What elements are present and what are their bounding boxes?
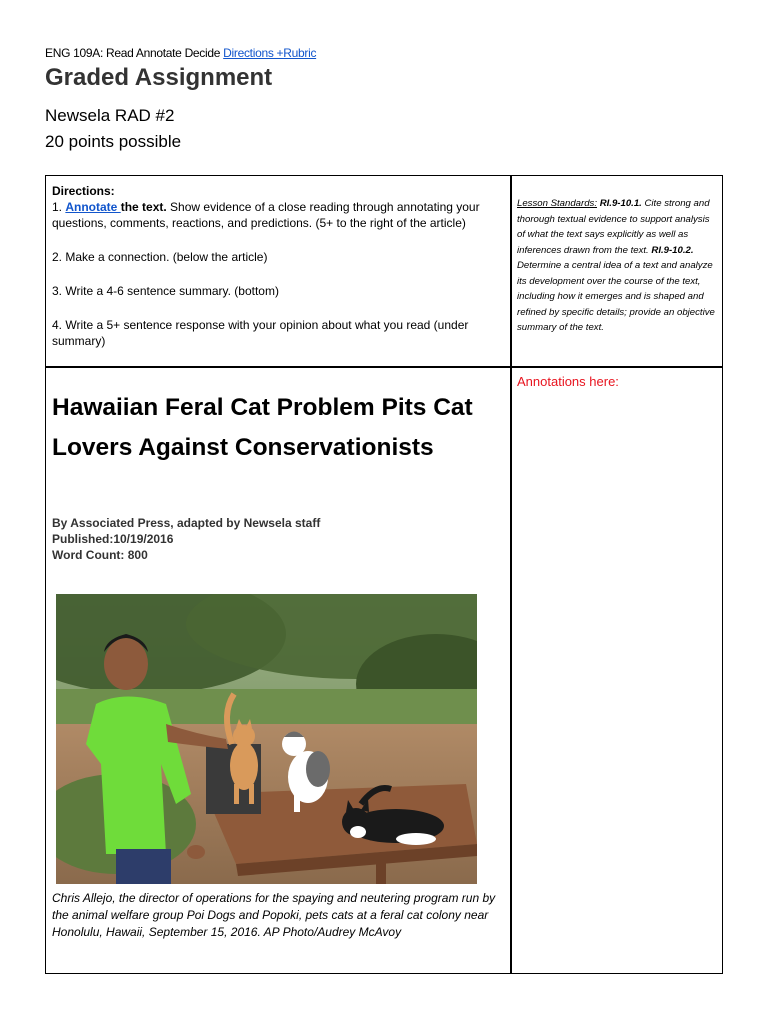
direction-step-4: 4. Write a 5+ sentence response with your opinion about what you read (under summary) xyxy=(52,318,469,348)
page-title: Graded Assignment xyxy=(45,64,273,91)
course-line xyxy=(45,46,316,60)
points-possible: 20 points possible xyxy=(45,132,182,151)
annotations-label[interactable]: Annotations here: xyxy=(517,374,619,389)
step-1-text: Show evidence of a close reading through annotating your questions, comments, reactions, and predictions. (5+ to the right of the article) xyxy=(52,200,480,230)
standard-text-1: Cite strong and thorough textual evidence to support analysis of what the text says explicitly as well as inferences drawn from the text. xyxy=(517,198,710,256)
step-1-bold: the text. xyxy=(120,200,167,214)
column-divider xyxy=(510,176,512,973)
assignment-name: Newsela RAD #2 xyxy=(45,106,175,125)
annotate-link[interactable]: Annotate xyxy=(65,200,121,214)
directions-heading: Directions: xyxy=(52,184,115,198)
course-name: ENG 109A: Read Annotate Decide xyxy=(45,46,221,60)
feral-cats-photo xyxy=(56,594,477,884)
article-photo xyxy=(56,594,477,884)
article-meta xyxy=(52,515,320,563)
published-date: Published:10/19/2016 xyxy=(52,532,174,546)
direction-step-3: 3. Write a 4-6 sentence summary. (bottom) xyxy=(52,284,279,298)
standard-code-2: RI.9-10.2. xyxy=(651,244,694,256)
standards-label: Lesson Standards: xyxy=(517,198,598,209)
photo-caption: Chris Allejo, the director of operations for the spaying and neutering program run by the animal welfare group Poi Dogs and Popoki, pets cats at a feral cat colony near Honolulu, Hawaii, September 15, 2016. AP Photo/Audrey McAvoy xyxy=(52,891,496,939)
row-divider xyxy=(46,366,722,368)
standard-code-1: RI.9-10.1. xyxy=(599,198,642,209)
direction-step-2: 2. Make a connection. (below the article) xyxy=(52,250,268,264)
directions-rubric-link[interactable]: Directions +Rubric xyxy=(223,46,317,60)
step-number: 1. xyxy=(52,200,63,214)
directions-cell xyxy=(52,183,504,349)
direction-step-1 xyxy=(52,199,504,231)
byline: By Associated Press, adapted by Newsela staff xyxy=(52,516,321,530)
lesson-standards xyxy=(517,196,717,336)
word-count: Word Count: 800 xyxy=(52,548,148,562)
assignment-table xyxy=(45,175,723,974)
article-title: Hawaiian Feral Cat Problem Pits Cat Lovers Against Conservationists xyxy=(52,394,473,461)
standard-text-2: Determine a central idea of a text and analyze its development over the course of the text, including how it emerges and is shaped and refined by specific details; provide an objective summary of the text. xyxy=(517,260,715,333)
